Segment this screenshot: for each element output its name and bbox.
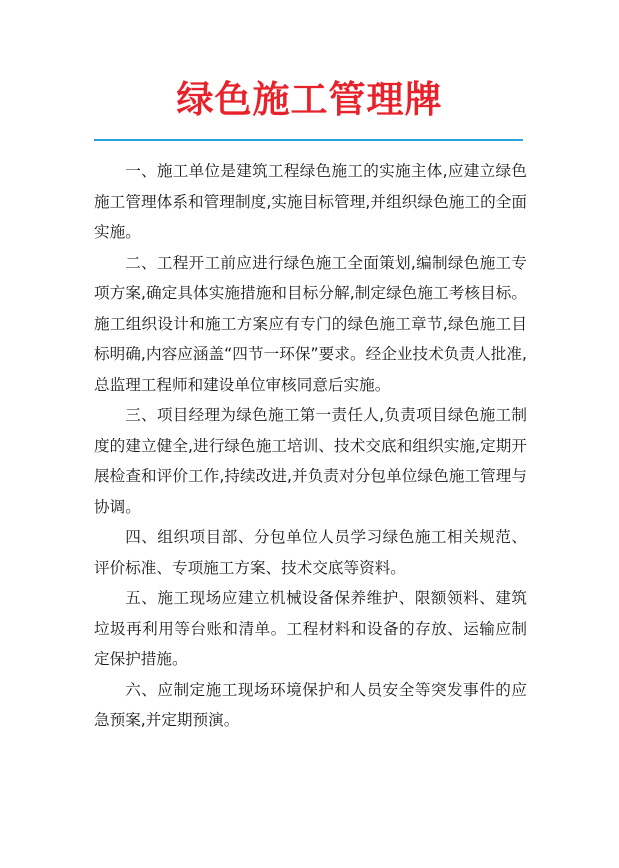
paragraph-1: 一、施工单位是建筑工程绿色施工的实施主体,应建立绿色施工管理体系和管理制度,实施目标管理,并组织绿色施工的全面实施。 [94,162,527,241]
paragraph-3: 三、项目经理为绿色施工第一责任人,负责项目绿色施工制度的建立健全,进行绿色施工培训、技术交底和组织实施,定期开展检查和评价工作,持续改进,并负责对分包单位绿色施工管理与协调。 [94,406,527,516]
paragraph-4: 四、组织项目部、分包单位人员学习绿色施工相关规范、评价标准、专项施工方案、技术交底等资料。 [94,528,527,577]
document-body [94,156,527,736]
title-divider [94,139,523,141]
document-title: 绿色施工管理牌 [176,78,443,121]
paragraph-5: 五、施工现场应建立机械设备保养维护、限额领料、建筑垃圾再利用等台账和清单。工程材料和设备的存放、运输应制定保护措施。 [94,589,527,668]
paragraph-6: 六、应制定施工现场环境保护和人员安全等突发事件的应急预案,并定期预演。 [94,680,527,729]
paragraph-2: 二、工程开工前应进行绿色施工全面策划,编制绿色施工专项方案,确定具体实施措施和目标分解,制定绿色施工考核目标。施工组织设计和施工方案应有专门的绿色施工章节,绿色施工目标明确,内容应涵盖“四节一环保”要求。经企业技术负责人批准,总监理工程师和建设单位审核同意后实施。 [94,253,527,394]
